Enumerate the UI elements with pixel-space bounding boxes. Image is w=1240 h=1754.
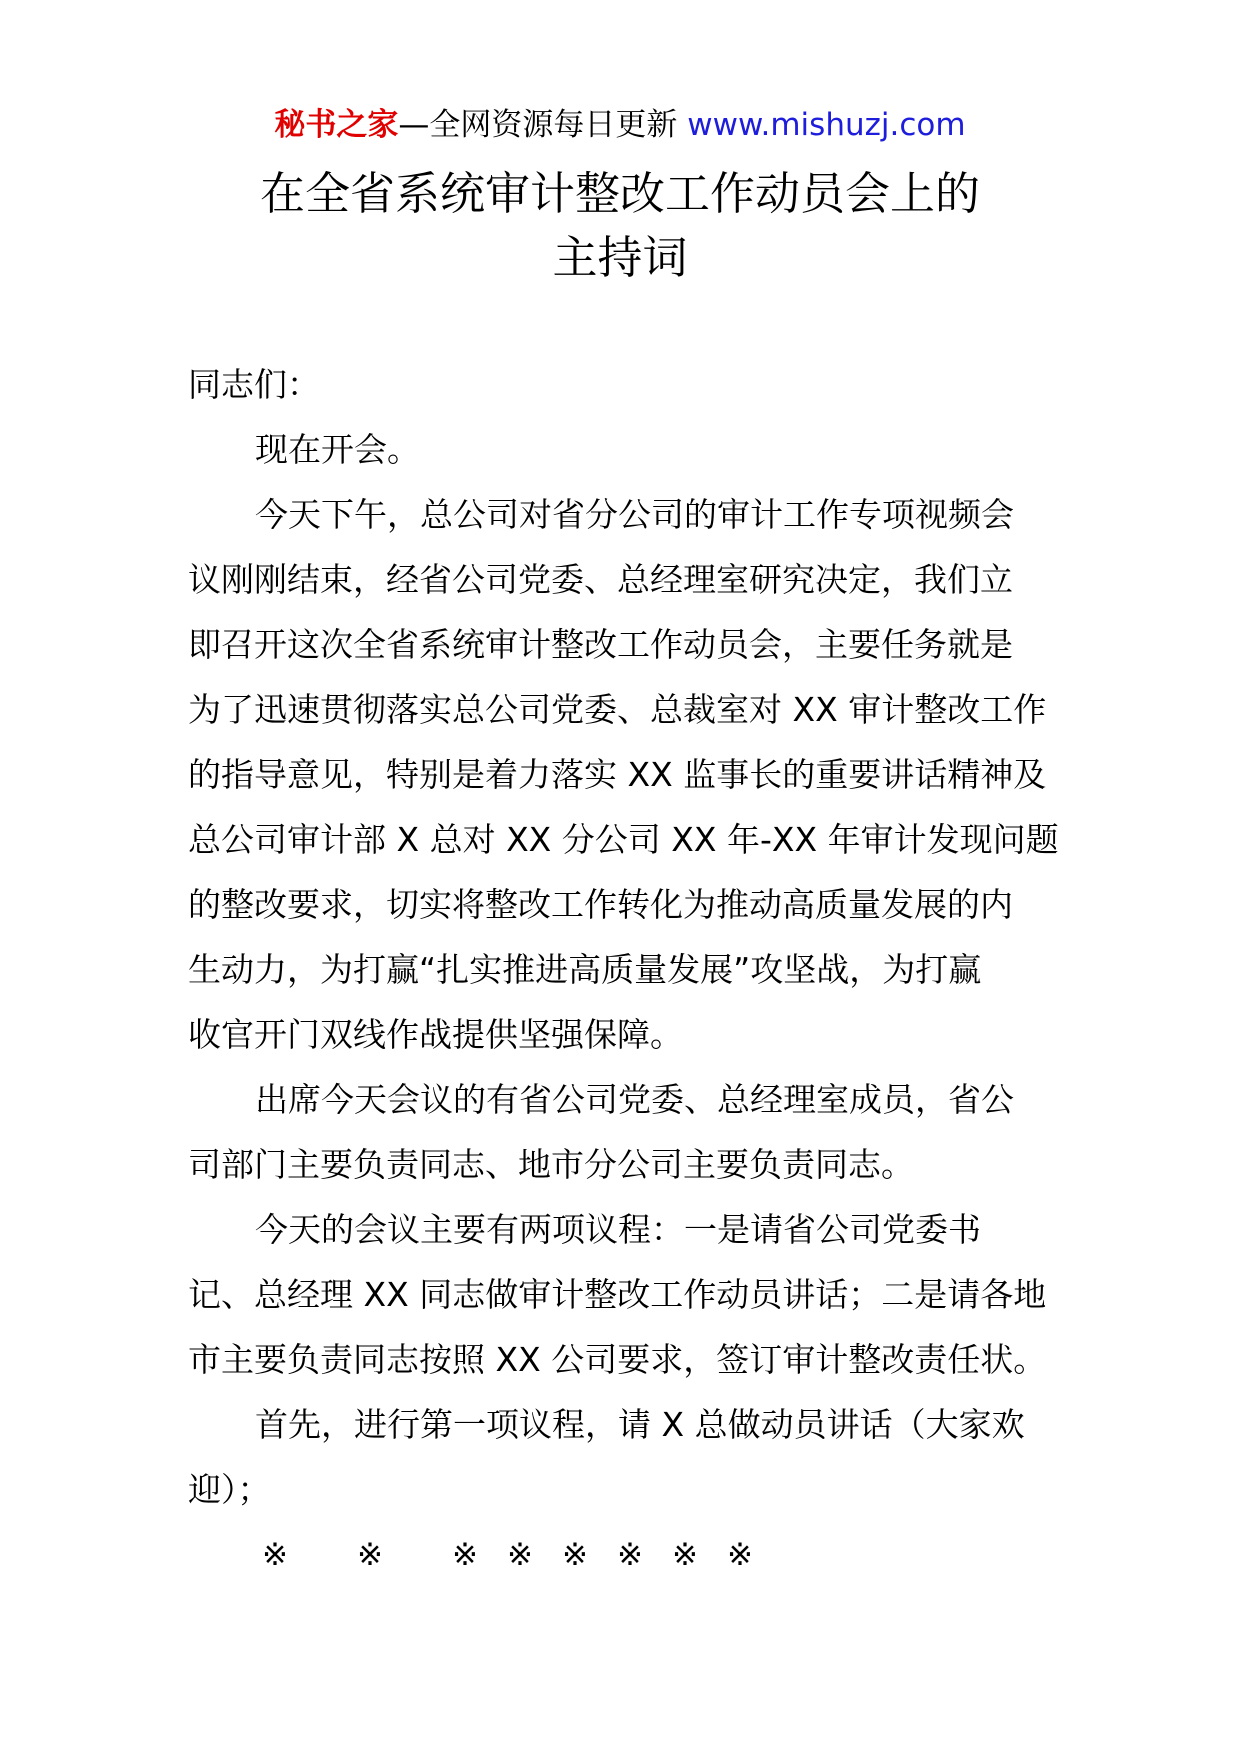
reference-mark: ※ (262, 1536, 288, 1573)
paragraph-line: 总公司审计部 X 总对 XX 分公司 XX 年-XX 年审计发现问题 (188, 820, 1059, 859)
paragraph-line: 的整改要求，切实将整改工作转化为推动高质量发展的内 (188, 885, 1013, 924)
paragraph-line: 议刚刚结束，经省公司党委、总经理室研究决定，我们立 (188, 560, 1013, 599)
document-title-line-1: 在全省系统审计整改工作动员会上的 (259, 167, 980, 220)
paragraph-line: 出席今天会议的有省公司党委、总经理室成员，省公 (255, 1080, 1014, 1119)
paragraph-line: 司部门主要负责同志、地市分公司主要负责同志。 (188, 1145, 914, 1184)
brand-name: 秘书之家 (274, 107, 399, 143)
slogan-text: —全网资源每日更新 (398, 107, 688, 143)
reference-mark: ※ (507, 1536, 533, 1573)
site-url: www.mishuzj.com (687, 107, 966, 143)
paragraph-line: 收官开门双线作战提供坚强保障。 (188, 1015, 683, 1054)
salutation: 同志们： (188, 365, 320, 404)
paragraph-line: 现在开会。 (255, 430, 420, 469)
reference-mark: ※ (672, 1536, 698, 1573)
reference-mark: ※ (727, 1536, 753, 1573)
document-title-line-2: 主持词 (552, 231, 688, 284)
paragraph-line: 今天下午，总公司对省分公司的审计工作专项视频会 (255, 495, 1014, 534)
reference-mark: ※ (617, 1536, 643, 1573)
section-separator (188, 1522, 1054, 1587)
paragraph-line: 即召开这次全省系统审计整改工作动员会，主要任务就是 (188, 625, 1013, 664)
paragraph-line: 生动力，为打赢“扎实推进高质量发展”攻坚战，为打赢 (188, 950, 982, 989)
document-body (188, 352, 1059, 1587)
paragraph-line: 今天的会议主要有两项议程：一是请省公司党委书 (255, 1210, 981, 1249)
paragraph-line: 首先，进行第一项议程，请 X 总做动员讲话（大家欢 (255, 1405, 1025, 1444)
reference-mark: ※ (357, 1536, 383, 1573)
paragraph-line: 记、总经理 XX 同志做审计整改工作动员讲话；二是请各地 (188, 1275, 1047, 1314)
reference-mark: ※ (562, 1536, 588, 1573)
watermark-header (0, 98, 1240, 152)
paragraph-line: 市主要负责同志按照 XX 公司要求，签订审计整改责任状。 (188, 1340, 1047, 1379)
paragraph-line: 为了迅速贯彻落实总公司党委、总裁室对 XX 审计整改工作 (188, 690, 1047, 729)
reference-mark: ※ (452, 1536, 478, 1573)
paragraph-line: 的指导意见，特别是着力落实 XX 监事长的重要讲话精神及 (188, 755, 1047, 794)
paragraph-line: 迎）； (188, 1470, 271, 1509)
